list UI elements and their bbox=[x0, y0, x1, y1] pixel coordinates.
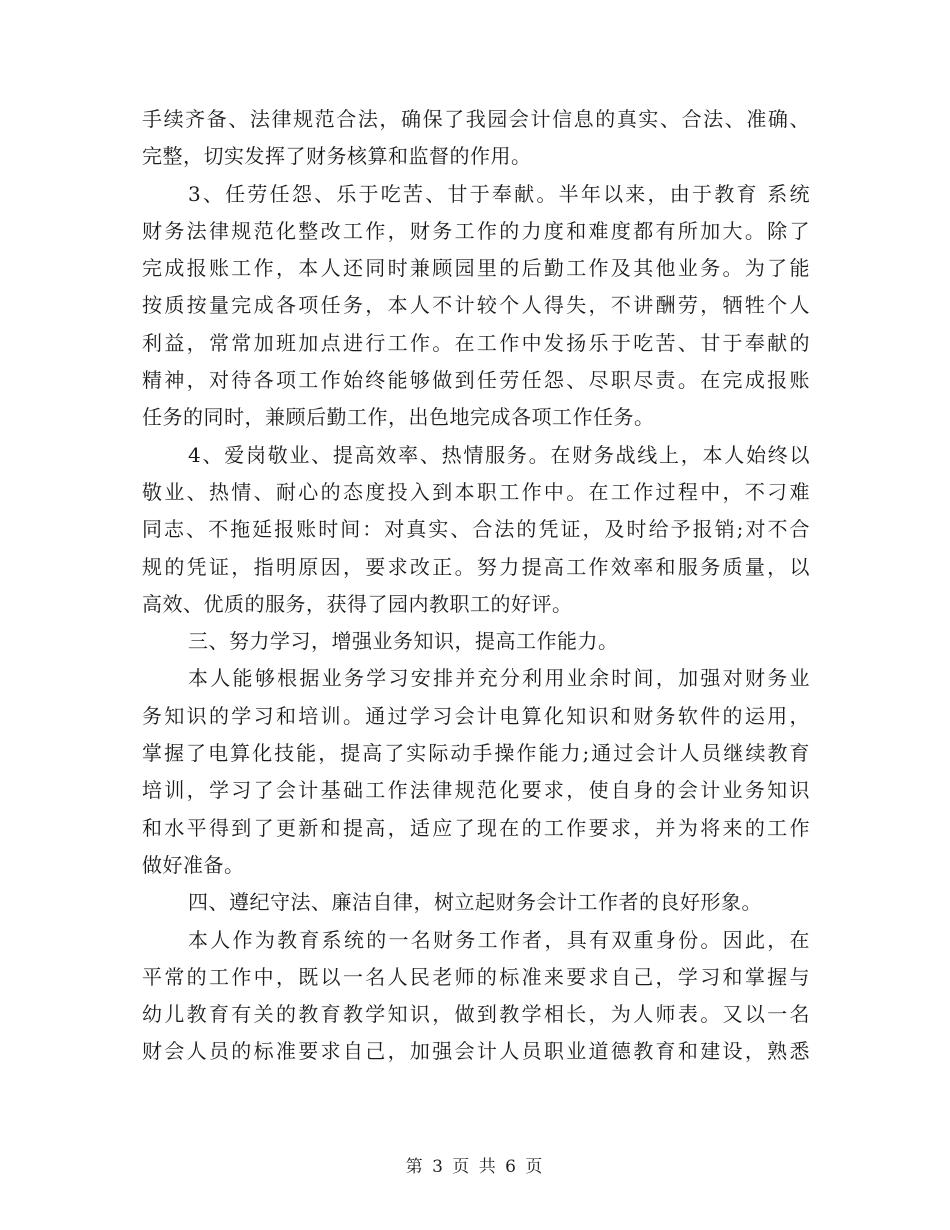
text-line: 和水平得到了更新和提高，适应了现在的工作要求，并为将来的工作 bbox=[142, 815, 810, 840]
text-line: 3、任劳任怨、乐于吃苦、甘于奉献。半年以来，由于教育 系统 bbox=[188, 181, 810, 206]
section-heading: 四、遵纪守法、廉洁自律，树立起财务会计工作者的良好形象。 bbox=[188, 890, 762, 915]
page-number: 第 3 页 共 6 页 bbox=[405, 1157, 545, 1177]
text-line: 高效、优质的服务，获得了园内教职工的好评。 bbox=[142, 591, 573, 616]
text-line: 完成报账工作，本人还同时兼顾园里的后勤工作及其他业务。为了能 bbox=[142, 256, 810, 281]
text-line: 精神，对待各项工作始终能够做到任劳任怨、尽职尽责。在完成报账 bbox=[142, 368, 810, 393]
text-line: 平常的工作中，既以一名人民老师的标准来要求自己，学习和掌握与 bbox=[142, 964, 810, 989]
text-line: 本人作为教育系统的一名财务工作者，具有双重身份。因此，在 bbox=[188, 927, 810, 952]
text-line: 幼儿教育有关的教育教学知识，做到教学相长，为人师表。又以一名 bbox=[142, 1002, 810, 1027]
text-line: 务知识的学习和培训。通过学习会计电算化知识和财务软件的运用， bbox=[142, 703, 810, 728]
document-body bbox=[142, 101, 810, 1071]
text-line: 按质按量完成各项任务，本人不计较个人得失，不讲酬劳，牺牲个人 bbox=[142, 293, 810, 318]
text-line: 完整，切实发挥了财务核算和监督的作用。 bbox=[142, 144, 532, 169]
text-line: 手续齐备、法律规范合法，确保了我园会计信息的真实、合法、准确、 bbox=[142, 107, 810, 131]
text-line: 培训，学习了会计基础工作法律规范化要求，使自身的会计业务知识 bbox=[142, 778, 810, 803]
text-line: 敬业、热情、耐心的态度投入到本职工作中。在工作过程中，不刁难 bbox=[142, 479, 810, 504]
text-line: 任务的同时，兼顾后勤工作，出色地完成各项工作任务。 bbox=[142, 405, 655, 430]
text-line: 4、爱岗敬业、提高效率、热情服务。在财务战线上，本人始终以 bbox=[188, 442, 810, 467]
text-line: 本人能够根据业务学习安排并充分利用业余时间，加强对财务业 bbox=[188, 666, 810, 691]
text-line: 利益，常常加班加点进行工作。在工作中发扬乐于吃苦、甘于奉献的 bbox=[142, 330, 810, 355]
text-line: 同志、不拖延报账时间：对真实、合法的凭证，及时给予报销;对不合 bbox=[142, 517, 810, 542]
text-line: 财务法律规范化整改工作，财务工作的力度和难度都有所加大。除了 bbox=[142, 218, 810, 243]
text-line: 规的凭证，指明原因，要求改正。努力提高工作效率和服务质量，以 bbox=[142, 554, 810, 579]
text-line: 做好准备。 bbox=[142, 852, 245, 877]
text-line: 财会人员的标准要求自己，加强会计人员职业道德教育和建设，熟悉 bbox=[142, 1039, 810, 1064]
section-heading: 三、努力学习，增强业务知识，提高工作能力。 bbox=[188, 629, 619, 654]
text-line: 掌握了电算化技能，提高了实际动手操作能力;通过会计人员继续教育 bbox=[142, 741, 810, 766]
